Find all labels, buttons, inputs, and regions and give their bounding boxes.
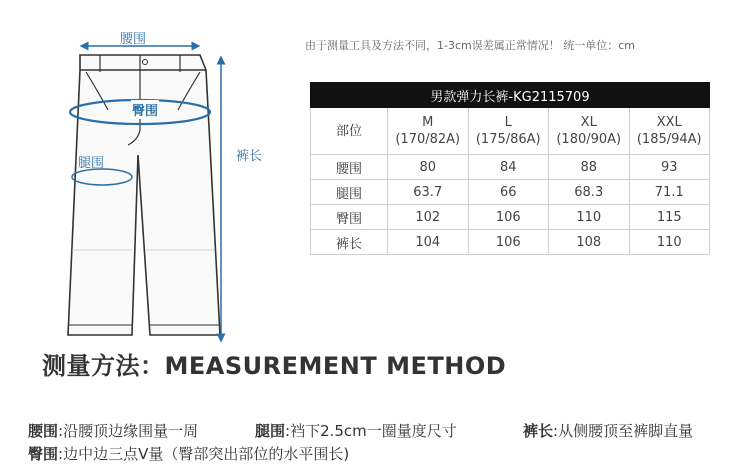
table-header-row [311, 108, 710, 155]
thigh-label: 腿围 [78, 156, 105, 171]
method-waist [28, 420, 198, 441]
size-spec: (175/86A) [475, 132, 541, 147]
table-cell: 104 [388, 230, 469, 255]
size-name: M [422, 115, 434, 130]
table-cell: 115 [629, 205, 710, 230]
length-label: 裤长 [236, 149, 263, 164]
method-text: :从侧腰顶至裤脚直量 [553, 422, 694, 440]
table-cell: 110 [549, 205, 630, 230]
pants-diagram [0, 0, 300, 350]
table-cell: 84 [468, 155, 549, 180]
row-part: 腿围 [311, 180, 388, 205]
header-size [468, 108, 549, 155]
pants-outline [68, 55, 220, 335]
size-name: XL [580, 115, 597, 130]
table-row [311, 205, 710, 230]
table-cell: 108 [549, 230, 630, 255]
table-cell: 106 [468, 230, 549, 255]
table-cell: 63.7 [388, 180, 469, 205]
table-cell: 68.3 [549, 180, 630, 205]
method-length [523, 420, 693, 441]
table-row [311, 155, 710, 180]
table-cell: 66 [468, 180, 549, 205]
table-cell: 102 [388, 205, 469, 230]
pants-illustration [0, 0, 300, 350]
table-title: 男款弹力长裤-KG2115709 [311, 83, 710, 108]
method-text: :沿腰顶边缘围量一周 [58, 422, 199, 440]
table-cell: 71.1 [629, 180, 710, 205]
size-name: L [504, 115, 512, 130]
size-table [310, 82, 710, 255]
waist-label: 腰围 [120, 32, 147, 47]
table-cell: 110 [629, 230, 710, 255]
method-term: 臀围 [28, 445, 59, 463]
size-name: XXL [656, 115, 682, 130]
header-size [388, 108, 469, 155]
row-part: 腰围 [311, 155, 388, 180]
table-cell: 88 [549, 155, 630, 180]
method-text: :边中边三点V量（臀部突出部位的水平围长) [58, 445, 350, 463]
method-thigh [255, 420, 457, 441]
header-part: 部位 [311, 108, 388, 155]
header-size [629, 108, 710, 155]
header-size [549, 108, 630, 155]
table-row [311, 230, 710, 255]
method-term: 裤长 [523, 422, 554, 440]
method-term: 腰围 [28, 422, 59, 440]
method-text: :裆下2.5cm一圈量度尺寸 [285, 422, 457, 440]
hip-label: 臀围 [131, 100, 159, 119]
size-spec: (185/94A) [636, 132, 702, 147]
row-part: 裤长 [311, 230, 388, 255]
method-term: 腿围 [255, 422, 286, 440]
size-spec: (180/90A) [556, 132, 622, 147]
table-cell: 93 [629, 155, 710, 180]
size-spec: (170/82A) [395, 132, 461, 147]
table-row [311, 180, 710, 205]
method-hip [28, 443, 349, 464]
measurement-note: 由于测量工具及方法不同，1-3cm误差属正常情况！ 统一单位：cm [305, 39, 635, 52]
table-cell: 80 [388, 155, 469, 180]
method-title: 测量方法：MEASUREMENT METHOD [42, 352, 507, 380]
row-part: 臀围 [311, 205, 388, 230]
table-cell: 106 [468, 205, 549, 230]
